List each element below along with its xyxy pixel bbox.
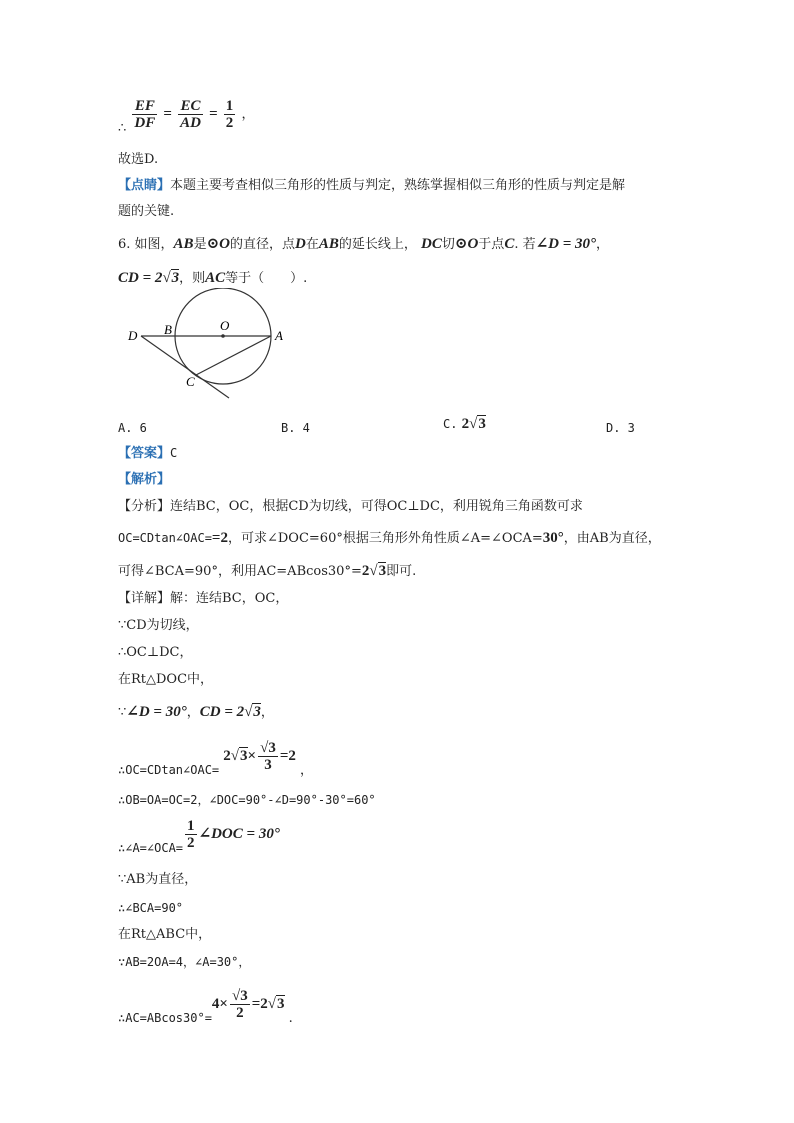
numerator: √3 — [260, 740, 276, 756]
label-c: C — [186, 374, 195, 389]
math-angle-d: ∠D = 30° — [535, 236, 597, 252]
answer-line — [118, 443, 177, 464]
radicand: 3 — [378, 563, 387, 579]
equals-2: =2 — [279, 748, 296, 764]
fraction-half: $\frac{1}{2}$ — [225, 98, 234, 131]
comma: ， — [186, 705, 200, 720]
detail-tag: 【详解】 — [118, 591, 171, 606]
detail-line-4: 在Rt△DOC中， — [118, 672, 214, 687]
sqrt-3: √3 — [267, 996, 285, 1012]
option-d: D. 3 — [606, 421, 635, 435]
option-b: B. 4 — [281, 421, 310, 435]
q-text-6: 于点 — [478, 237, 505, 252]
detail-text-8a: ∴∠A=∠OCA= — [118, 841, 184, 855]
q-text-5: 切 — [441, 237, 455, 252]
math-circle-o: ⊙O — [206, 236, 230, 252]
comma: ， — [241, 107, 255, 122]
numerator: √3 — [231, 988, 248, 1004]
option-c-label: C. — [443, 417, 458, 431]
math-dc: DC — [421, 236, 442, 252]
question-6-line-2 — [118, 268, 307, 289]
fraction-half — [185, 818, 197, 851]
sqrt-3: √3 — [162, 270, 180, 286]
radicand: 3 — [277, 996, 285, 1012]
math-c: C — [504, 236, 515, 252]
period: . — [288, 1011, 293, 1026]
numerator: 1 — [187, 818, 195, 834]
line-dc-extended — [141, 336, 229, 398]
math-angle-d: ∠D = 30° — [126, 704, 187, 720]
label-b: B — [164, 322, 172, 337]
detail-line-9: ∵AB为直径， — [118, 872, 198, 887]
math-ac: AC — [205, 270, 226, 286]
because-symbol: ∵ — [118, 705, 127, 720]
value-2: 2 — [223, 748, 231, 764]
denominator: 2 — [187, 835, 195, 851]
math-ab-2: AB — [318, 236, 339, 252]
comma: ， — [260, 705, 274, 720]
detail-line-3: ∴OC⊥DC， — [118, 645, 193, 660]
option-c-value: 2 — [461, 416, 470, 432]
sqrt-3: √3 — [244, 704, 261, 720]
option-a: A. 6 — [118, 421, 147, 435]
fenxi-value-30: 30° — [542, 530, 564, 546]
value-4: 4 — [211, 996, 220, 1012]
fenxi-tag: 【分析】 — [118, 499, 171, 514]
analysis-tag: 【解析】 — [118, 472, 171, 487]
fenxi-text-3a: 可得∠BCA=90°，利用AC=ABcos30°= — [118, 564, 362, 579]
fraction-sqrt3-over-2 — [230, 988, 250, 1021]
detail-text-6a: ∴OC=CDtan∠OAC= — [118, 763, 220, 777]
question-6-line-1 — [118, 234, 609, 255]
fenxi-value-2: =2 — [211, 530, 228, 546]
fenxi-text-2a: OC=CDtan∠OAC= — [118, 531, 212, 545]
q-text-4: 的延长线上， — [338, 237, 417, 252]
equals-sign: = — [163, 106, 172, 122]
math-ab: AB — [173, 236, 194, 252]
fenxi-line-1 — [118, 497, 583, 517]
fenxi-text-1: 连结BC，OC，根据CD为切线，可得OC⊥DC，利用锐角三角函数可求 — [170, 499, 583, 514]
q-text-2: 的直径，点 — [229, 237, 295, 252]
detail-line-7: ∴OB=OA=OC=2，∠DOC=90°-∠D=90°-30°=60° — [118, 793, 376, 807]
math-d: D — [295, 236, 306, 252]
fraction-ec-ad: $\frac{EC}{AD}$ — [180, 98, 201, 131]
comment-line-2: 题的关键. — [118, 204, 175, 219]
fenxi-text-2c: ，可求∠DOC=60°根据三角形外角性质∠A=∠OCA= — [227, 531, 543, 546]
comment-tag: 【点睛】 — [118, 178, 171, 193]
fenxi-line-2 — [118, 528, 661, 549]
detail-line-11: 在Rt△ABC中， — [118, 927, 212, 942]
label-a: A — [275, 328, 283, 343]
q-text-9: ，则 — [179, 271, 206, 286]
answer-value: C — [170, 446, 178, 460]
answer-tag: 【答案】 — [118, 446, 171, 461]
fenxi-text-2e: ，由AB为直径， — [563, 531, 661, 546]
q-text-7: . 若 — [514, 237, 536, 252]
radicand: 3 — [240, 748, 248, 764]
detail-line-1 — [118, 589, 288, 609]
q-number: 6. 如图， — [118, 237, 174, 252]
center-dot — [221, 334, 225, 338]
times-sign: × — [219, 996, 228, 1012]
line-ca — [196, 336, 271, 375]
math-cd: CD = 2 — [118, 270, 163, 286]
q-text-3: 在 — [305, 237, 319, 252]
label-o: O — [220, 318, 230, 333]
fraction-ef-df: $\frac{EF}{DF}$ — [134, 98, 156, 131]
detail-line-12: ∵AB=2OA=4，∠A=30°， — [118, 955, 251, 969]
radicand: 3 — [171, 270, 180, 286]
radicand: 3 — [478, 416, 486, 432]
geometry-figure — [124, 288, 294, 403]
fraction-sqrt3-over-3 — [258, 740, 278, 773]
equals-sign-2: = — [209, 106, 218, 122]
label-d: D — [128, 328, 138, 343]
detail-line-13 — [118, 988, 293, 1032]
comment-line-1 — [118, 176, 625, 196]
top-fraction-line — [118, 98, 254, 142]
fenxi-text-3c: 即可. — [386, 564, 417, 579]
radicand: 3 — [253, 704, 261, 720]
detail-line-8 — [118, 818, 280, 862]
denominator: 2 — [236, 1005, 244, 1021]
detail-line-5 — [118, 702, 274, 723]
detail-line-6 — [118, 740, 313, 784]
sqrt-3: √3 — [369, 563, 387, 579]
equals-2: =2 — [251, 996, 268, 1012]
sqrt-3: √3 — [469, 416, 486, 432]
fenxi-value-2: 2 — [361, 563, 370, 579]
option-c — [443, 414, 486, 435]
math-cd: CD = 2 — [199, 704, 245, 720]
q-text-10: 等于（ ）. — [225, 271, 308, 286]
times-sign: × — [247, 748, 257, 764]
therefore-symbol: ∴ — [118, 121, 127, 136]
choose-d-line: 故选D. — [118, 152, 159, 167]
fenxi-line-3 — [118, 561, 416, 582]
sqrt-3: √3 — [230, 748, 248, 764]
detail-text-13a: ∴AC=ABcos30°= — [118, 1011, 212, 1025]
comment-text: 本题主要考查相似三角形的性质与判定，熟练掌握相似三角形的性质与判定是解 — [170, 178, 626, 193]
q-text-8: ， — [596, 237, 610, 252]
q-text-1: 是 — [193, 237, 207, 252]
detail-text-1: 解：连结BC，OC， — [170, 591, 289, 606]
detail-line-10: ∴∠BCA=90° — [118, 901, 184, 915]
math-angle-doc: ∠DOC = 30° — [198, 826, 280, 842]
detail-line-2: ∵CD为切线， — [118, 618, 199, 633]
comma: ， — [300, 763, 314, 778]
math-circle-o-2: ⊙O — [454, 236, 479, 252]
denominator: 3 — [264, 757, 272, 773]
